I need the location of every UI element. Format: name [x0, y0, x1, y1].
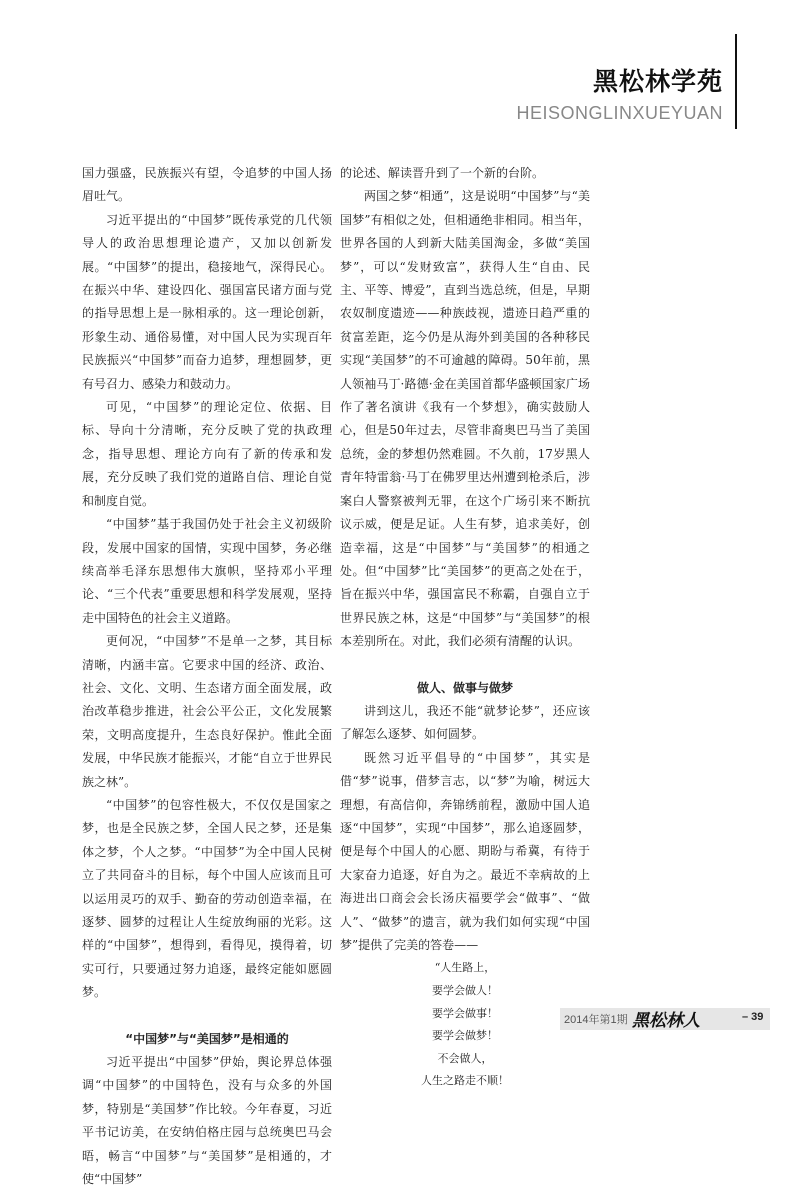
paragraph: 的论述、解读晋升到了一个新的台阶。: [340, 166, 545, 180]
poem-line: 要学会做梦！: [432, 1029, 498, 1043]
paragraph: 习近平提出“中国梦”伊始，舆论界总体强调“中国梦”的中国特色，没有与众多的外国梦，特别是“美国梦”作比较。今年春夏，习近平书记访美，在安纳伯格庄园与总统奥巴马会晤，畅言“中国梦”与“美国梦”是相通的，才使“中国梦”: [82, 1055, 332, 1187]
section-title: 黑松林学苑: [592, 67, 723, 96]
section-heading: 做人、做事与做梦: [416, 680, 513, 695]
section-heading: “中国梦”与“美国梦”是相通的: [125, 1031, 289, 1046]
poem-line: 要学会做人！: [432, 984, 498, 997]
magazine-logo: 黑松林人: [632, 1011, 700, 1031]
paragraph: 更何况，“中国梦”不是单一之梦，其目标清晰，内涵丰富。它要求中国的经济、政治、社会、文化、文明、生态诸方面全面发展，政治改革稳步推进，社会公平公正，文化发展繁荣，文明高度提升，生态良好保护。惟此全面发展，中华民族才能振兴，才能“自立于世界民族之林”。: [82, 634, 332, 789]
paragraph: “中国梦”基于我国仍处于社会主义初级阶段，发展中国家的国情，实现中国梦，务必继续高举毛泽东思想伟大旗帜，坚持邓小平理论、“三个代表”重要思想和科学发展观，坚持走中国特色的社会主义道路。: [82, 517, 332, 625]
paragraph: 两国之梦“相通”，这是说明“中国梦”与“美国梦”有相似之处，但相通绝非相同。相当年，世界各国的人到新大陆美国淘金，多做“美国梦”，可以“发财致富”，获得人生“自由、民主、平等、博爱”，直到当选总统，但是，早期农奴制度遗迹——种族歧视，遗迹日趋严重的贫富差距，迄今仍是从海外到美国的各种移民实现“美国梦”的不可逾越的障碍。50年前，黑人领袖马丁·路德·金在美国首都华盛顿国家广场作了著名演讲《我有一个梦想》，确实鼓励人心，但是50年过去，尽管非裔奥巴马当了美国总统，金的梦想仍然难圆。不久前，17岁黑人青年特雷翁·马丁在佛罗里达州遭到枪杀后，涉案白人警察被判无罪，在这个广场引来不断抗议示威，便是足证。人生有梦，追求美好，创造幸福，这是“中国梦”与“美国梦”的相通之处。但“中国梦”比“美国梦”的更高之处在于，旨在振兴中华，强国富民不称霸，自强自立于世界民族之林，这是“中国梦”与“美国梦”的根本差别所在。对此，我们必须有清醒的认识。: [340, 189, 590, 649]
paragraph: 习近平提出的“中国梦”既传承党的几代领导人的政治思想理论遗产，又加以创新发展。“中国梦”的提出，稳接地气，深得民心。在振兴中华、建设四化、强国富民诸方面与党的指导思想上是一脉相承的。这一理论创新，形象生动、通俗易懂，对中国人民为实现百年民族振兴“中国梦”而奋力追梦，理想圆梦，更有号召力、感染力和鼓动力。: [82, 212, 332, 391]
left-column: [82, 162, 332, 1191]
poem-line: 不会做人，: [437, 1051, 493, 1065]
right-column: [340, 162, 590, 1093]
section-subtitle: HEISONGLINXUEYUAN: [516, 103, 723, 123]
paragraph: 国力强盛，民族振兴有望，令追梦的中国人扬眉吐气。: [82, 166, 332, 204]
paragraph: 讲到这儿，我还不能“就梦论梦”，还应该了解怎么逐梦、如何圆梦。: [340, 703, 590, 742]
issue-label: 2014年第1期: [564, 1014, 628, 1026]
paragraph: “中国梦”的包容性极大，不仅仅是国家之梦，也是全民族之梦，全国人民之梦，还是集体之梦，个人之梦。“中国梦”为全中国人民树立了共同奋斗的目标，每个中国人应该而且可以运用灵巧的双手、勤奋的劳动创造幸福，在逐梦、圆梦的过程让人生绽放绚丽的光彩。这样的“中国梦”，想得到，看得见，摸得着，切实可行，只要通过努力追逐，最终定能如愿圆梦。: [82, 797, 332, 1000]
poem-line: “人生路上，: [434, 961, 496, 975]
page-number: – 39: [742, 1011, 764, 1023]
page-footer: [560, 1008, 770, 1030]
poem-block: [340, 957, 590, 1093]
paragraph: 可见，“中国梦”的理论定位、依据、目标、导向十分清晰，充分反映了党的执政理念，指导思想、理论方向有了新的传承和发展，充分反映了我们党的道路自信、理论自觉和制度自觉。: [82, 400, 332, 508]
poem-line: 要学会做事！: [432, 1006, 498, 1020]
poem-line: 人生之路走不顺！: [421, 1074, 509, 1088]
paragraph: 既然习近平倡导的“中国梦”，其实是借“梦”说事，借梦言志，以“梦”为喻，树远大理想，有高信仰，奔锦绣前程，激励中国人追逐“中国梦”，实现“中国梦”，那么追逐圆梦，便是每个中国人的心愿、期盼与希冀，有待于大家奋力追逐，好自为之。最近不幸病故的上海进出口商会会长汤庆福要学会“做事”、“做人”、“做梦”的遗言，就为我们如何实现“中国梦”提供了完美的答卷——: [340, 750, 590, 952]
header-divider: [735, 34, 737, 129]
